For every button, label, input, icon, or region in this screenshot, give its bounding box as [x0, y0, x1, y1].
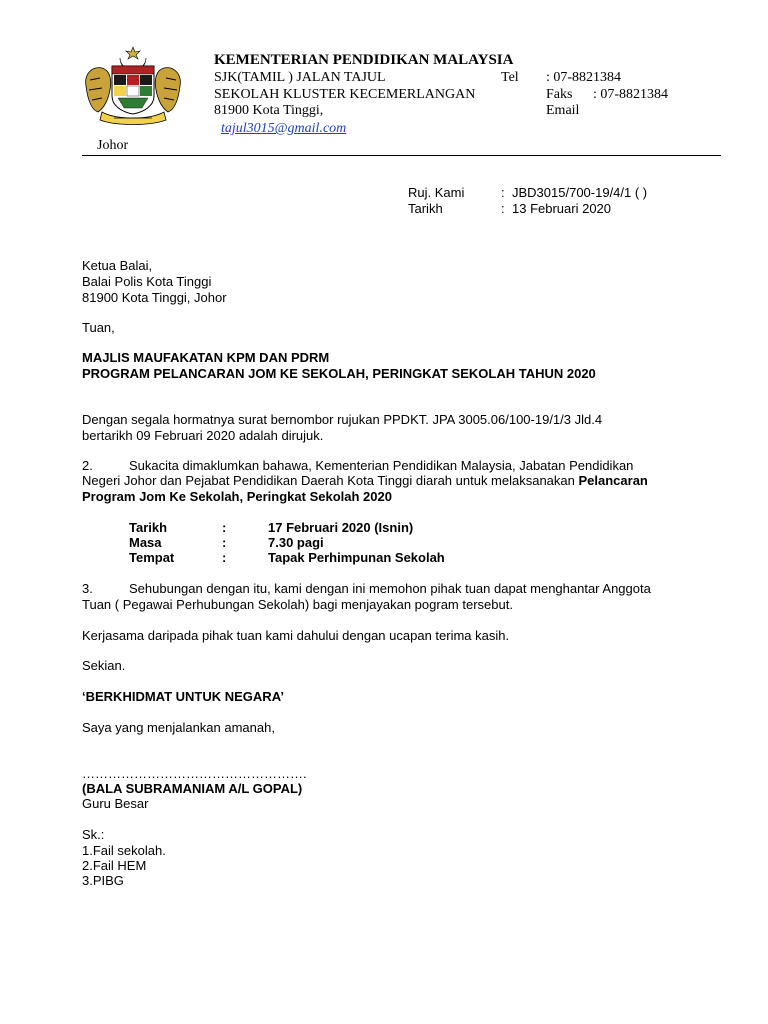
date-label: Tarikh [408, 201, 443, 216]
school-name-line2: SEKOLAH KLUSTER KECEMERLANGAN [214, 87, 476, 102]
cc-label: Sk.: [82, 827, 105, 842]
ref-label: Ruj. Kami [408, 185, 465, 200]
signatory-title: Guru Besar [82, 796, 149, 811]
coat-of-arms-tiger-right [155, 68, 180, 112]
school-state: Johor [97, 138, 129, 153]
coat-of-arms-icon [80, 46, 186, 126]
signatory-name: (BALA SUBRAMANIAM A/L GOPAL) [82, 781, 303, 796]
tel-value: : 07-8821384 [546, 70, 622, 85]
faks-value: : 07-8821384 [593, 87, 669, 102]
ref-colon: : [501, 185, 505, 200]
paragraph1-line1: Dengan segala hormatnya surat bernombor rujukan PPDKT. JPA 3005.06/100-19/1/3 Jld.4 [82, 412, 603, 427]
ref-value: JBD3015/700-19/4/1 ( ) [512, 185, 648, 200]
coat-of-arms-shield [112, 66, 154, 114]
event-date-colon: : [222, 520, 227, 535]
date-value: 13 Februari 2020 [512, 201, 612, 216]
letterhead-divider [82, 155, 721, 156]
paragraph2-number: 2. [82, 458, 93, 473]
tel-label: Tel [501, 70, 519, 85]
subject-line2: PROGRAM PELANCARAN JOM KE SEKOLAH, PERINGKAT SEKOLAH TAHUN 2020 [82, 366, 596, 381]
school-email-link[interactable]: tajul3015@gmail.com [221, 121, 347, 136]
school-name-line1: SJK(TAMIL ) JALAN TAJUL [214, 70, 386, 85]
subject-line1: MAJLIS MAUFAKATAN KPM DAN PDRM [82, 350, 330, 365]
event-time-value: 7.30 pagi [268, 535, 324, 550]
cc-item: 2.Fail HEM [82, 858, 147, 873]
signature-line: ……………………………………………. [82, 766, 307, 781]
paragraph3-line1: Sehubungan dengan itu, kami dengan ini memohon pihak tuan dapat menghantar Anggota [129, 581, 651, 596]
paragraph2-line3: Program Jom Ke Sekolah, Peringkat Sekolah 2020 [82, 489, 392, 504]
paragraph2-line2-text: Negeri Johor dan Pejabat Pendidikan Daerah Kota Tinggi diarah untuk melaksanakan [82, 473, 579, 488]
salutation: Tuan, [82, 320, 115, 335]
ministry-name: KEMENTERIAN PENDIDIKAN MALAYSIA [214, 52, 514, 68]
event-time-label: Masa [129, 535, 162, 550]
faks-label: Faks [546, 87, 573, 102]
event-place-colon: : [222, 550, 227, 565]
date-colon: : [501, 201, 505, 216]
event-place-value: Tapak Perhimpunan Sekolah [268, 550, 445, 565]
recipient-line1: Ketua Balai, [82, 258, 153, 273]
paragraph2-line2-bold: Pelancaran [578, 473, 648, 488]
cc-item: 3.PIBG [82, 873, 124, 888]
event-date-label: Tarikh [129, 520, 168, 535]
recipient-line2: Balai Polis Kota Tinggi [82, 274, 212, 289]
event-time-colon: : [222, 535, 227, 550]
thanks-line: Kerjasama daripada pihak tuan kami dahului dengan ucapan terima kasih. [82, 628, 510, 643]
paragraph3-number: 3. [82, 581, 93, 596]
closing: Sekian. [82, 658, 126, 673]
motto: ‘BERKHIDMAT UNTUK NEGARA’ [82, 689, 284, 704]
paragraph2-line2 [82, 473, 648, 488]
event-date-value: 17 Februari 2020 (Isnin) [268, 520, 414, 535]
paragraph2-line1: Sukacita dimaklumkan bahawa, Kementerian Pendidikan Malaysia, Jabatan Pendidikan [129, 458, 634, 473]
trust-line: Saya yang menjalankan amanah, [82, 720, 275, 735]
coat-of-arms-tiger-left [86, 68, 111, 112]
event-place-label: Tempat [129, 550, 175, 565]
email-label: Email [546, 103, 580, 118]
paragraph3-line2: Tuan ( Pegawai Perhubungan Sekolah) bagi menjayakan pogram tersebut. [82, 597, 513, 612]
school-address: 81900 Kota Tinggi, [214, 103, 324, 118]
paragraph1-line2: bertarikh 09 Februari 2020 adalah dirujuk. [82, 428, 324, 443]
cc-item: 1.Fail sekolah. [82, 843, 166, 858]
recipient-line3: 81900 Kota Tinggi, Johor [82, 290, 227, 305]
